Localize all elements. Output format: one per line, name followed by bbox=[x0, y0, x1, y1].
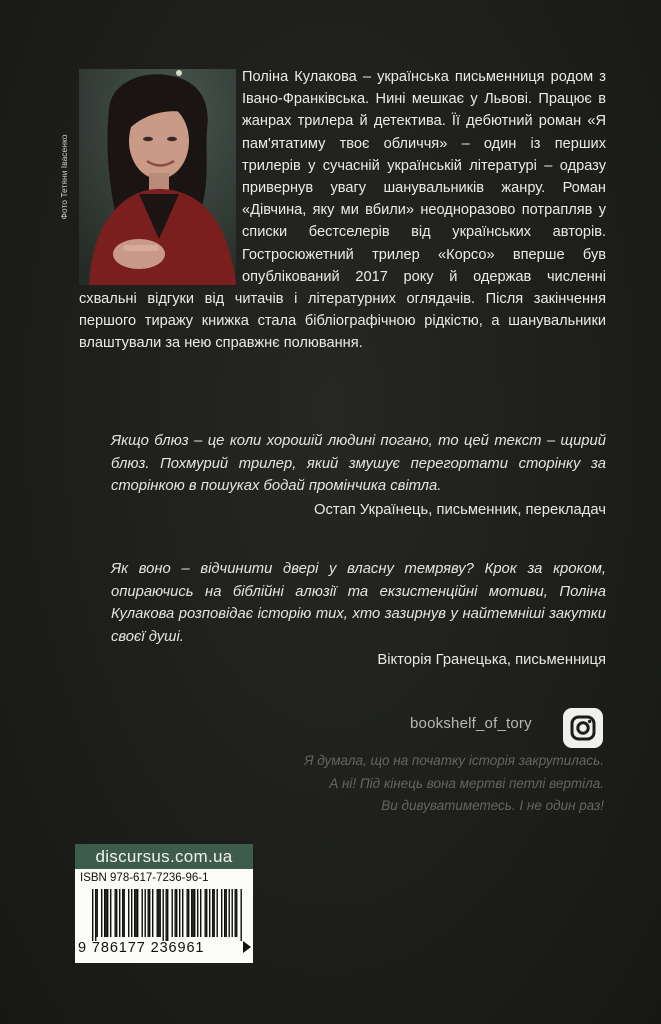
barcode-bar bbox=[131, 889, 132, 937]
review-quote-2-author: Вікторія Гранецька, письменниця bbox=[377, 652, 606, 668]
barcode-bar bbox=[101, 889, 102, 937]
barcode-bar bbox=[128, 889, 129, 937]
barcode-bar bbox=[106, 889, 107, 937]
barcode-bar bbox=[166, 889, 167, 941]
review-quote-2-text: Як воно – відчинити двері у власну темряву? Крок за кроком, опираючись на біблійні алюзії та екзистенційні мотиви, Поліна Кулакова розповідає історію тих, хто зазирнув у найтемніші закутки своєї душі. bbox=[111, 561, 606, 645]
instagram-handle: bookshelf_of_tory bbox=[410, 715, 532, 732]
barcode-bar bbox=[214, 889, 215, 937]
review-quote-1-author: Остап Українець, письменник, перекладач bbox=[314, 501, 606, 518]
barcode-bar bbox=[224, 889, 225, 937]
teaser-line-2: А ні! Під кінець вона мертві петлі вертіла. bbox=[329, 775, 604, 791]
publisher-site: discursus.com.ua bbox=[75, 844, 253, 869]
photo-spacer bbox=[79, 66, 242, 288]
teaser-line-1: Я думала, що на початку історія закрутилась. bbox=[304, 753, 604, 768]
author-bio-text: Поліна Кулакова – українська письменниця родом з Івано-Франківська. Нині мешкає у Львові. Працює в жанрах трилера й детектива. Її дебютний роман «Я пам'ятатиму твоє обличчя» – один із перших трилерів у сучасній українській літературі – одразу привернув увагу шанувальників жанру. Роман «Дівчина, яку ми вбили» неодноразово потрапляв у списки бестселерів від українських авторів. Гостросюжетний трилер «Корсо» вперше був опублікований 2017 року й одержав численні схвальні відгуки від читачів і літературних оглядачів. Після закінчення першого тиражу книжка стала бібліографічною рідкістю, а шанувальники влаштували за нею справжнє полювання. bbox=[79, 69, 606, 352]
barcode-bar bbox=[116, 889, 117, 937]
barcode-bar bbox=[229, 889, 230, 937]
barcode-bar bbox=[236, 889, 237, 937]
barcode-bar bbox=[205, 889, 206, 937]
barcode-bar bbox=[212, 889, 213, 937]
barcode-bar bbox=[137, 889, 138, 937]
barcode-bar bbox=[122, 889, 123, 937]
barcode-bar bbox=[163, 889, 164, 941]
barcode-bar bbox=[115, 889, 116, 937]
barcode-bar bbox=[104, 889, 105, 937]
review-quote-2 bbox=[111, 558, 606, 672]
instagram-icon bbox=[563, 708, 603, 748]
barcode-bar bbox=[124, 889, 125, 937]
barcode-bar bbox=[149, 889, 150, 937]
barcode-bar bbox=[157, 889, 158, 937]
teaser-line-3: Ви дивуватиметесь. І не один раз! bbox=[381, 798, 604, 813]
barcode-bar bbox=[142, 889, 143, 937]
barcode-bar bbox=[187, 889, 188, 937]
barcode-bar bbox=[232, 889, 233, 937]
author-bio bbox=[79, 66, 606, 355]
barcode-bar bbox=[241, 889, 242, 941]
barcode-bar bbox=[226, 889, 227, 937]
barcode-bar bbox=[152, 889, 153, 937]
isbn-label: ISBN 978-617-7236-96-1 bbox=[80, 872, 209, 884]
barcode-bar bbox=[172, 889, 173, 937]
barcode-bar bbox=[188, 889, 189, 937]
barcode-bar bbox=[179, 889, 180, 937]
instagram-credit bbox=[410, 708, 606, 748]
barcode-bar bbox=[145, 889, 146, 937]
barcode-bar bbox=[97, 889, 98, 937]
barcode-bar bbox=[134, 889, 135, 937]
barcode-bar bbox=[110, 889, 111, 937]
barcode-bar bbox=[158, 889, 159, 937]
handwritten-teaser bbox=[224, 750, 604, 818]
barcode-bars bbox=[92, 889, 242, 941]
barcode-bar bbox=[217, 889, 218, 937]
barcode-bar bbox=[160, 889, 161, 937]
barcode-bar bbox=[197, 889, 198, 937]
barcode-bar bbox=[193, 889, 194, 937]
barcode-bar bbox=[95, 889, 96, 941]
barcode-bar bbox=[191, 889, 192, 937]
barcode-bar bbox=[175, 889, 176, 937]
barcode-bar bbox=[221, 889, 222, 937]
barcode-bar bbox=[167, 889, 168, 941]
barcode-bar bbox=[235, 889, 236, 937]
barcode-bar bbox=[209, 889, 210, 937]
barcode-bar bbox=[107, 889, 108, 937]
barcode-panel bbox=[75, 869, 253, 963]
photo-credit: Фото Тетяни Івасенко bbox=[59, 134, 69, 220]
barcode-bar bbox=[136, 889, 137, 937]
review-quote-1-text: Якщо блюз – це коли хорошій людині погано, то цей текст – щирий блюз. Похмурий трилер, який змушує перегортати сторінку за сторінкою в пошуках бодай промінчика світла. bbox=[111, 433, 606, 494]
barcode-bar bbox=[92, 889, 93, 941]
barcode-bar bbox=[148, 889, 149, 937]
barcode-bar bbox=[119, 889, 120, 937]
barcode-bar bbox=[194, 889, 195, 937]
barcode-bar bbox=[206, 889, 207, 937]
barcode-arrow-icon bbox=[243, 941, 251, 953]
barcode-bar bbox=[176, 889, 177, 937]
barcode-bar bbox=[182, 889, 183, 937]
barcode-digits: 9 786177 236961 bbox=[78, 940, 205, 956]
review-quote-1 bbox=[111, 430, 606, 521]
barcode-bar bbox=[200, 889, 201, 937]
